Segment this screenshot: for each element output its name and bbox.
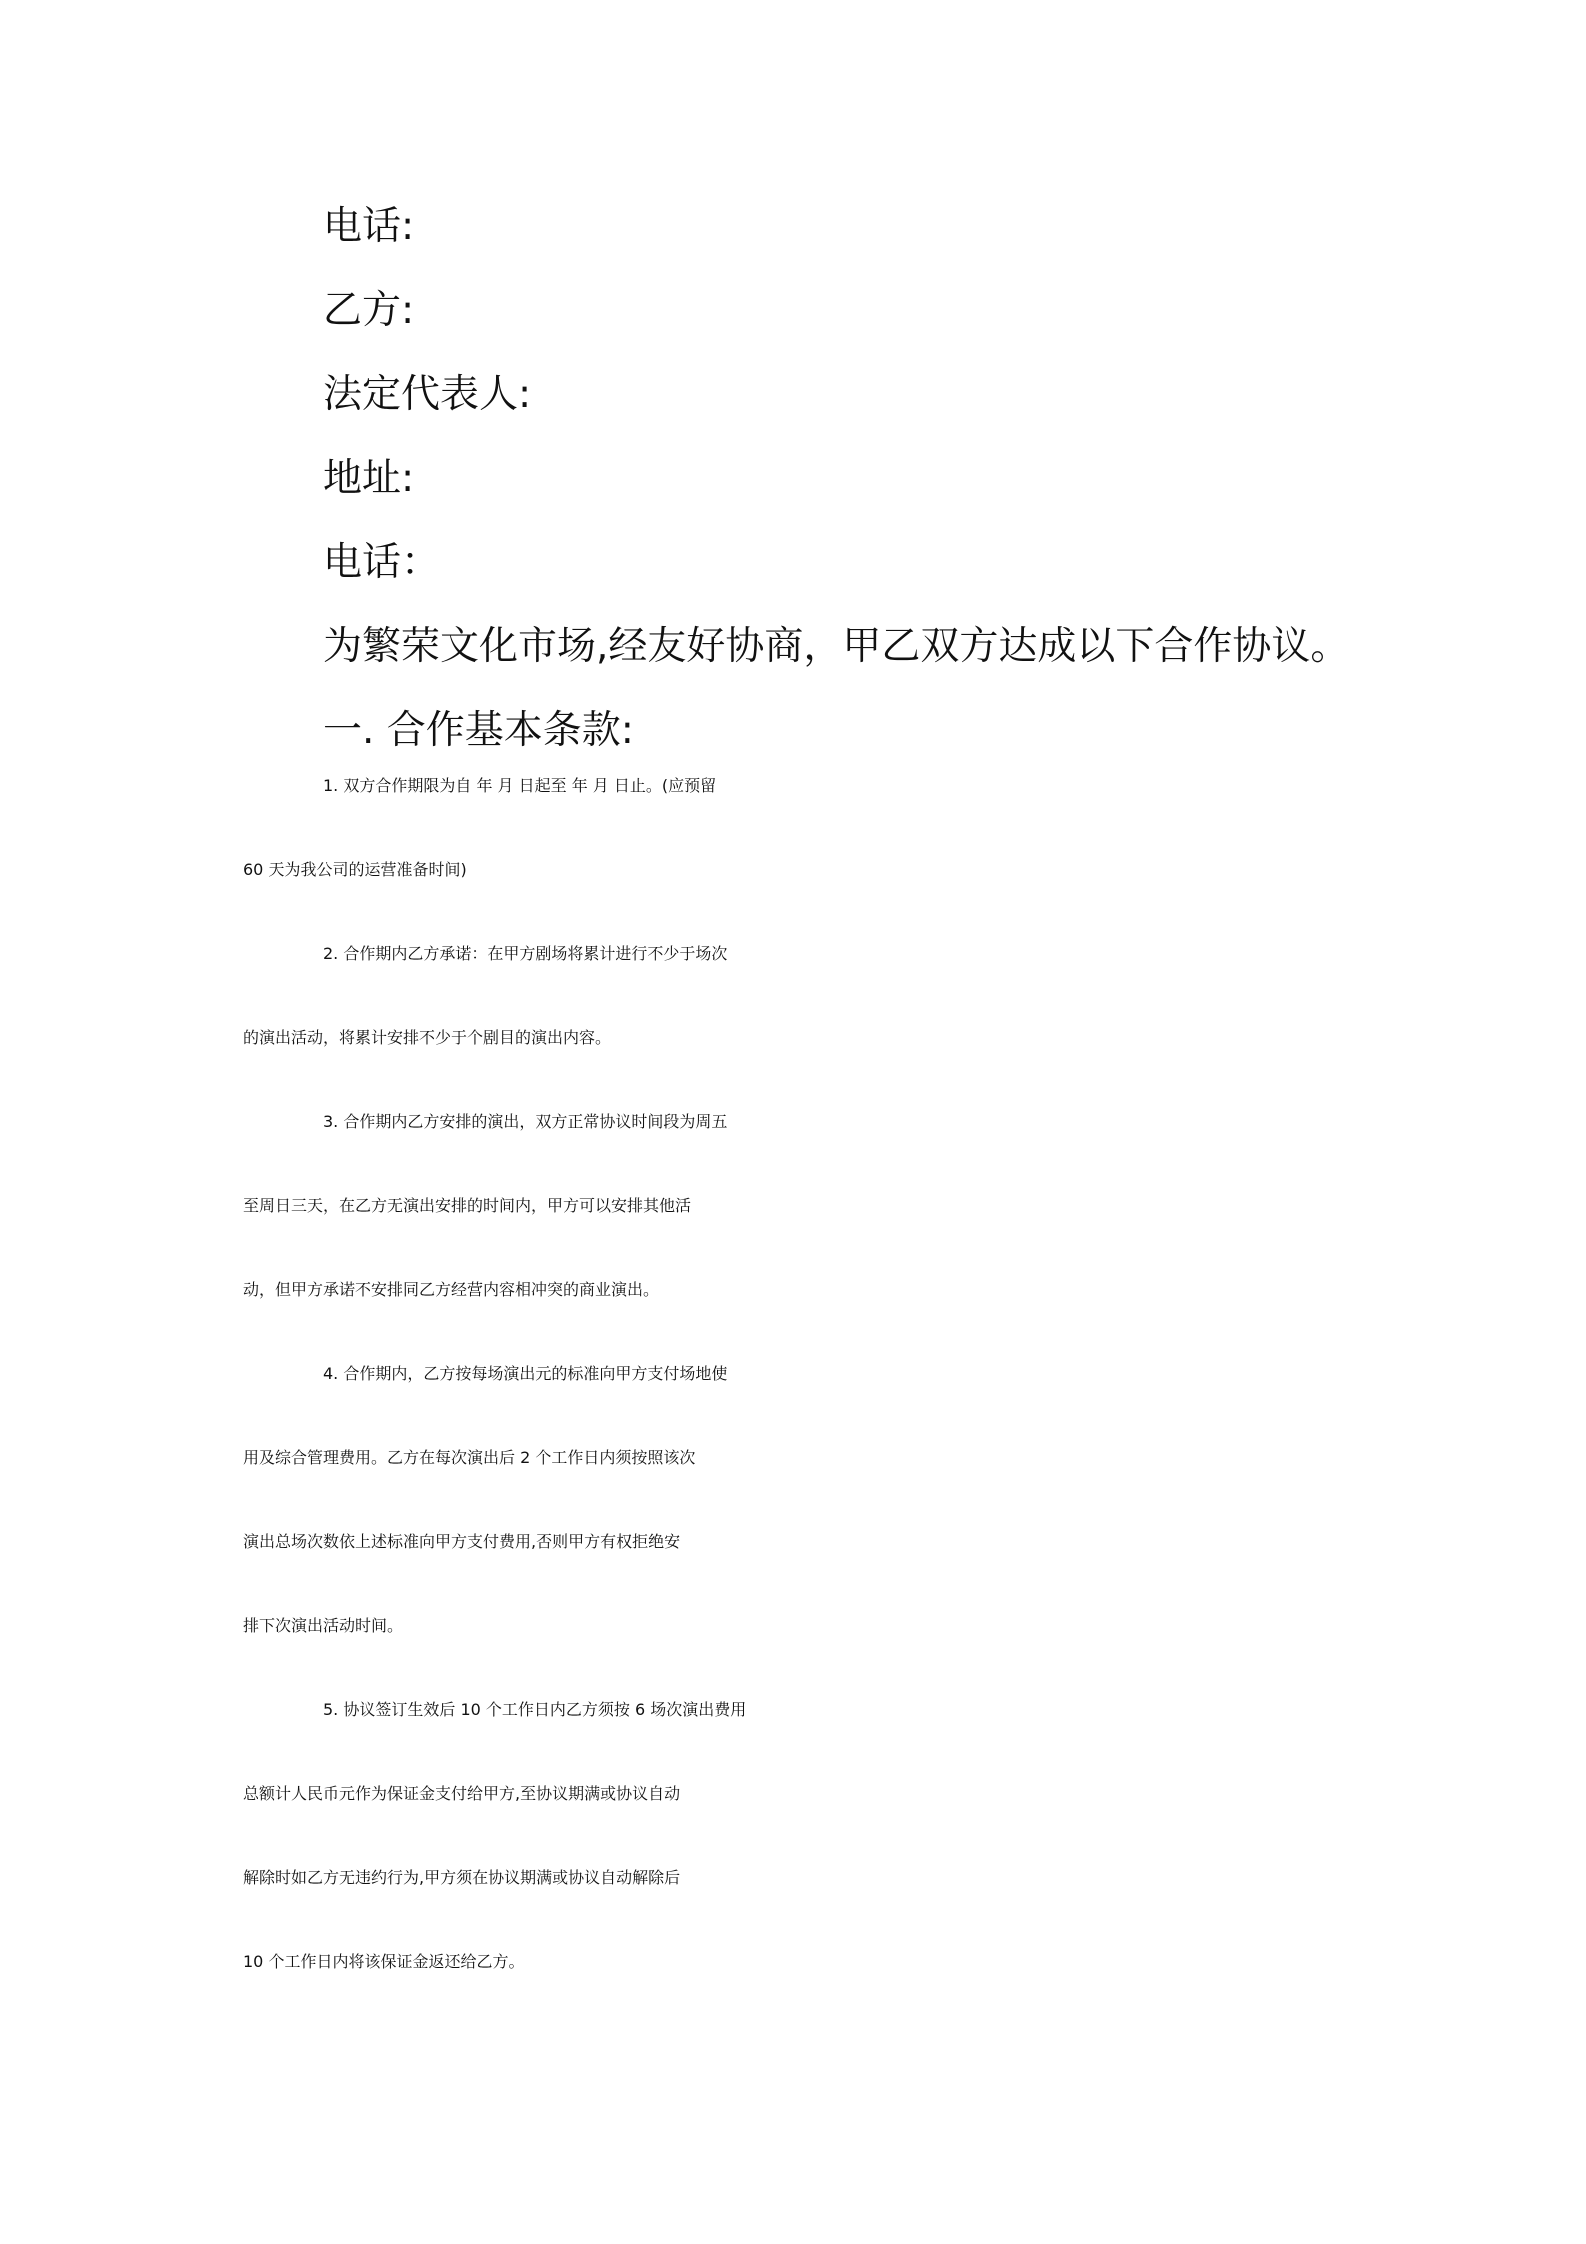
- clause-line: 10 个工作日内将该保证金返还给乙方。: [243, 1952, 525, 1971]
- header-field-legal-representative: 法定代表人:: [323, 372, 532, 417]
- clause-line: 4. 合作期内，乙方按每场演出元的标准向甲方支付场地使: [323, 1364, 728, 1383]
- header-field-phone-b: 电话：: [323, 540, 441, 585]
- clause-line: 演出总场次数依上述标准向甲方支付费用,否则甲方有权拒绝安: [243, 1532, 681, 1551]
- section-title: 一. 合作基本条款:: [323, 708, 634, 753]
- clause-line: 用及综合管理费用。乙方在每次演出后 2 个工作日内须按照该次: [243, 1448, 696, 1467]
- clause-line: 2. 合作期内乙方承诺：在甲方剧场将累计进行不少于场次: [323, 944, 728, 963]
- clause-5: [243, 1697, 1353, 2033]
- clause-line: 1. 双方合作期限为自 年 月 日起至 年 月 日止。(应预留: [323, 776, 717, 795]
- clause-4: [243, 1361, 1353, 1697]
- clause-line: 的演出活动，将累计安排不少于个剧目的演出内容。: [243, 1028, 612, 1047]
- clause-line: 60 天为我公司的运营准备时间): [243, 860, 467, 879]
- contract-page: [243, 185, 1353, 2033]
- header-field-party-b: 乙方:: [323, 288, 415, 333]
- header-field-phone-a: 电话:: [323, 204, 415, 249]
- clause-2: [243, 941, 1353, 1109]
- intro-paragraph: 为繁荣文化市场,经友好协商，甲乙双方达成以下合作协议。: [323, 624, 1350, 669]
- clause-line: 3. 合作期内乙方安排的演出，双方正常协议时间段为周五: [323, 1112, 728, 1131]
- clause-line: 至周日三天，在乙方无演出安排的时间内，甲方可以安排其他活: [243, 1196, 692, 1215]
- clause-line: 5. 协议签订生效后 10 个工作日内乙方须按 6 场次演出费用: [323, 1700, 747, 1719]
- clause-line: 动，但甲方承诺不安排同乙方经营内容相冲突的商业演出。: [243, 1280, 660, 1299]
- clause-3: [243, 1109, 1353, 1361]
- clause-1: [243, 773, 1353, 941]
- clause-line: 排下次演出活动时间。: [243, 1616, 404, 1635]
- clause-line: 解除时如乙方无违约行为,甲方须在协议期满或协议自动解除后: [243, 1868, 681, 1887]
- clause-line: 总额计人民币元作为保证金支付给甲方,至协议期满或协议自动: [243, 1784, 681, 1803]
- header-field-address: 地址:: [323, 456, 415, 501]
